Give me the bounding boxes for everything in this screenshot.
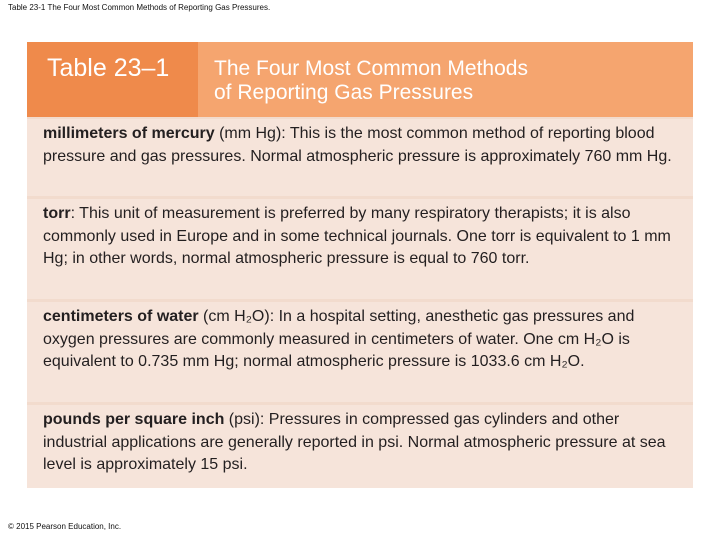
pressure-methods-table: [27, 42, 693, 488]
table-row-mm-hg: [27, 119, 693, 196]
row-term: pounds per square inch: [43, 411, 225, 428]
table-number: Table 23–1: [27, 42, 198, 117]
row-description: (psi): Pressures in compressed gas cylinders and other industrial applications are generally reported in psi. Normal atmospheric pressure at sea level is approximately 15 psi.: [43, 411, 666, 474]
table-title-line-2: of Reporting Gas Pressures: [214, 81, 474, 104]
table-row-torr: [27, 199, 693, 299]
row-description: (mm Hg): This is the most common method of reporting blood pressure and gas pressures. Normal atmospheric pressure is approximately 760 mm Hg.: [43, 125, 672, 165]
row-term: centimeters of water: [43, 308, 199, 325]
row-term: torr: [43, 205, 71, 222]
slide-caption: Table 23-1 The Four Most Common Methods of Reporting Gas Pressures.: [8, 3, 271, 12]
row-description: (cm H₂O): In a hospital setting, anesthetic gas pressures and oxygen pressures are commonly measured in centimeters of water. One cm H₂O is equivalent to 0.735 mm Hg; normal atmospheric pressure is 1033.6 cm H₂O.: [43, 308, 635, 371]
row-term: millimeters of mercury: [43, 125, 215, 142]
copyright-footer: © 2015 Pearson Education, Inc.: [8, 522, 122, 531]
table-title: [198, 42, 693, 117]
table-row-cm-h2o: [27, 302, 693, 402]
table-title-line-1: The Four Most Common Methods: [214, 57, 528, 80]
table-row-psi: [27, 405, 693, 488]
row-description: : This unit of measurement is preferred by many respiratory therapists; it is also commonly used in Europe and in some technical journals. One torr is equivalent to 1 mm Hg; in other words, normal atmospheric pressure is equal to 760 torr.: [43, 205, 671, 268]
table-header: [27, 42, 693, 117]
